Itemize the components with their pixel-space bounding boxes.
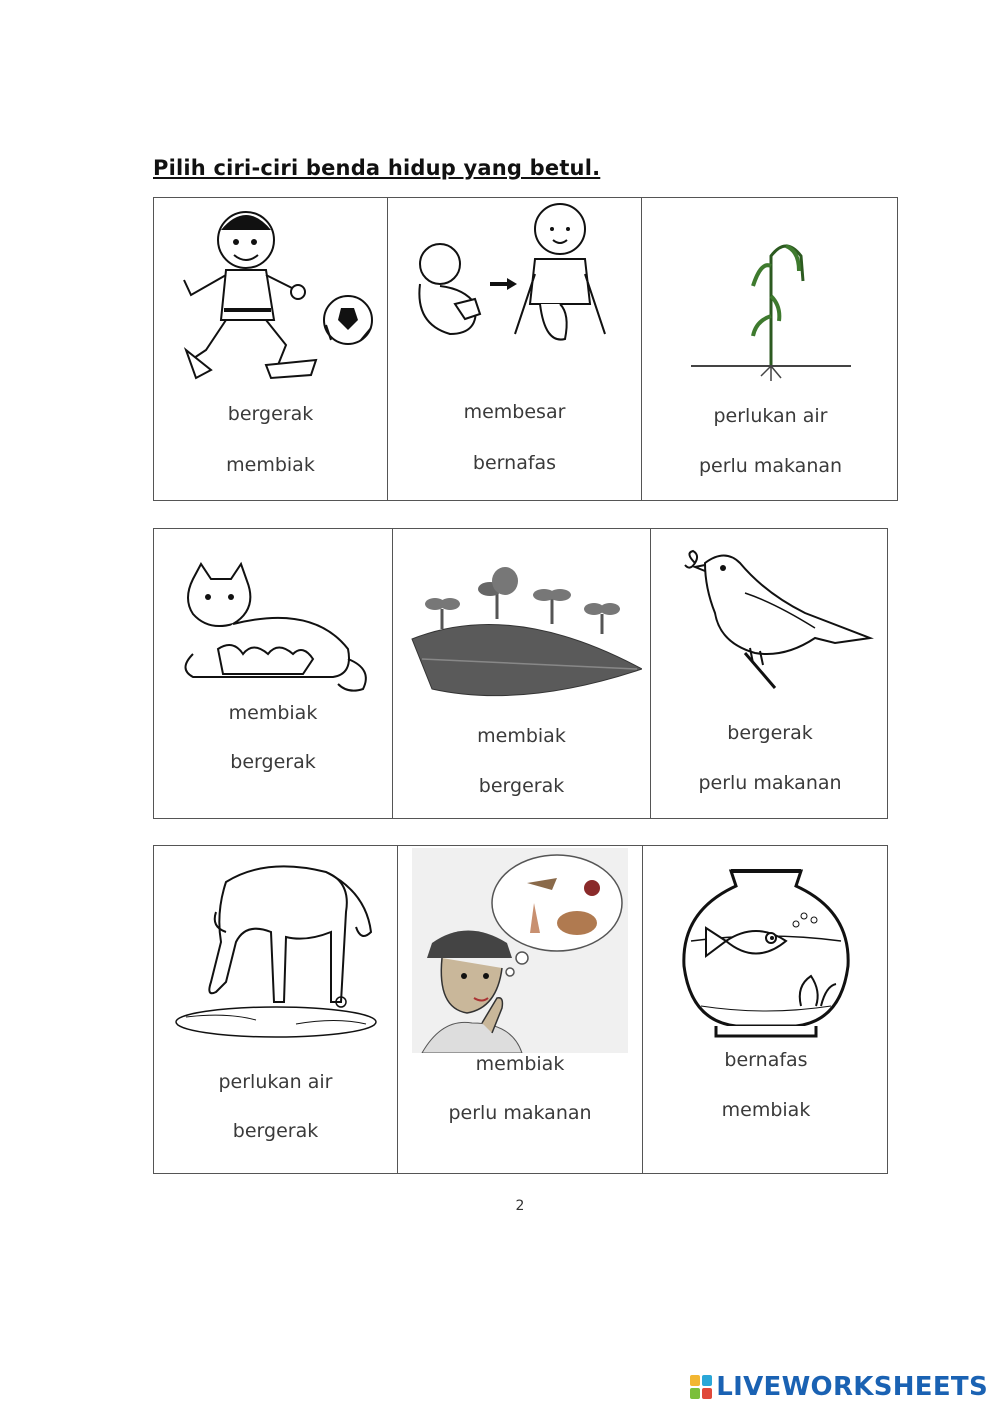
option-bergerak[interactable]: bergerak (727, 722, 813, 744)
option-bergerak[interactable]: bergerak (478, 775, 565, 797)
option-membiak[interactable]: membiak (228, 702, 318, 724)
wilting-plant-picture (642, 226, 899, 386)
bird-eating-worm-picture (651, 543, 889, 693)
option-membiak[interactable]: membiak (475, 1053, 565, 1075)
page-number: 2 (515, 1198, 525, 1214)
worksheet-title: Pilih ciri-ciri benda hidup yang betul. (153, 156, 601, 180)
option-perlu-makanan[interactable]: perlu makanan (448, 1102, 592, 1124)
option-perlu-makanan[interactable]: perlu makanan (698, 455, 843, 477)
option-bergerak[interactable]: bergerak (230, 751, 316, 773)
option-membesar[interactable]: membesar (463, 401, 566, 423)
baby-growing-picture (388, 194, 641, 354)
fish-in-bowl-picture (643, 856, 889, 1041)
option-bernafas[interactable]: bernafas (472, 452, 557, 474)
cat-with-kittens-picture (154, 559, 392, 699)
option-bernafas[interactable]: bernafas (724, 1049, 808, 1071)
card-baby (388, 198, 642, 500)
card-leaf (393, 529, 651, 818)
liveworksheets-logo-icon (690, 1375, 712, 1399)
option-bergerak[interactable]: bergerak (232, 1120, 319, 1142)
card-boy (154, 198, 388, 500)
option-membiak[interactable]: membiak (477, 725, 566, 747)
leaf-with-shoots-picture (393, 559, 650, 709)
card-plant (642, 198, 899, 500)
hungry-boy-thinking-food-picture (398, 848, 642, 1053)
card-bird (651, 529, 889, 818)
row-3-grid (153, 845, 888, 1174)
brand-name: LIVEWORKSHEETS (716, 1372, 988, 1402)
card-horse (154, 846, 398, 1173)
card-hungry-boy (398, 846, 643, 1173)
liveworksheets-brand (690, 1372, 988, 1402)
boy-kicking-ball-picture (154, 200, 387, 385)
option-membiak[interactable]: membiak (721, 1099, 811, 1121)
option-bergerak[interactable]: bergerak (227, 403, 314, 425)
row-1-grid (153, 197, 898, 501)
option-perlukan-air[interactable]: perlukan air (218, 1071, 333, 1093)
option-perlu-makanan[interactable]: perlu makanan (698, 772, 842, 794)
option-membiak[interactable]: membiak (226, 454, 315, 476)
option-perlukan-air[interactable]: perlukan air (713, 405, 828, 427)
row-2-grid (153, 528, 888, 819)
horse-drinking-picture (154, 852, 397, 1042)
card-cat (154, 529, 393, 818)
card-fish (643, 846, 889, 1173)
